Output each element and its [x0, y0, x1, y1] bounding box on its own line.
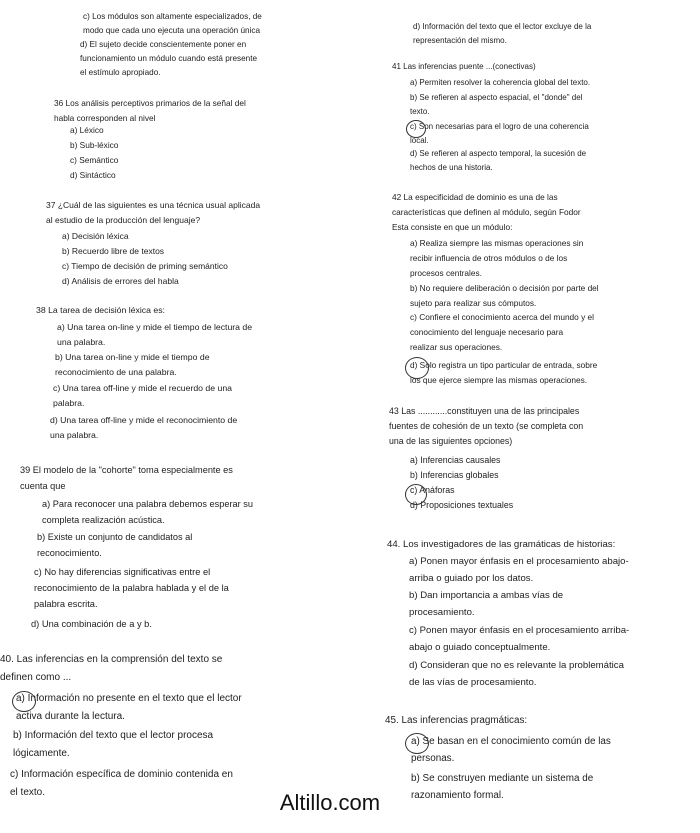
text-line: definen como ...	[0, 672, 72, 683]
text-line: d) Proposiciones textuales	[410, 500, 514, 510]
text-line: procesamiento.	[409, 607, 475, 618]
text-line: lógicamente.	[13, 748, 70, 759]
text-line: características que definen al módulo, según Fodor	[392, 207, 581, 217]
text-line: d) Una combinación de a y b.	[31, 619, 152, 629]
text-line: a) Para reconocer una palabra debemos esperar su	[42, 499, 253, 509]
text-line: a) Información no presente en el texto que el lector	[16, 693, 242, 704]
text-line: 42 La especificidad de dominio es una de las	[392, 192, 558, 202]
answer-circle-mark	[405, 484, 427, 505]
text-line: razonamiento formal.	[411, 790, 504, 801]
answer-circle-mark	[12, 691, 36, 712]
text-line: a) Léxico	[70, 125, 104, 135]
text-line: el texto.	[10, 787, 46, 798]
text-line: a) Realiza siempre las mismas operaciones sin	[410, 238, 584, 248]
text-line: c) Una tarea off-line y mide el recuerdo de una	[53, 383, 232, 393]
text-line: realizar sus operaciones.	[410, 342, 503, 352]
text-line: sujeto para realizar sus cómputos.	[410, 298, 537, 308]
text-line: local.	[410, 136, 429, 145]
text-line: c) Semántico	[70, 155, 119, 165]
text-line: palabra.	[53, 398, 85, 408]
text-line: d) Información del texto que el lector excluye de la	[413, 22, 592, 31]
text-line: d) Se refieren al aspecto temporal, la sucesión de	[410, 149, 587, 158]
text-line: d) Una tarea off-line y mide el reconocimiento de	[50, 415, 238, 425]
text-line: 37 ¿Cuál de las siguientes es una técnica usual aplicada	[46, 200, 261, 210]
text-line: funcionamiento un módulo cuando está presente	[80, 54, 258, 63]
text-line: Esta consiste en que un módulo:	[392, 222, 513, 232]
text-line: personas.	[411, 753, 455, 764]
text-line: c) Anáforas	[410, 485, 455, 495]
text-line: b) Una tarea on-line y mide el tiempo de	[55, 352, 210, 362]
text-line: reconocimiento de la palabra hablada y el de la	[34, 583, 229, 593]
text-line: al estudio de la producción del lenguaje?	[46, 215, 201, 225]
text-line: el estímulo apropiado.	[80, 68, 161, 77]
text-line: c) No hay diferencias significativas entre el	[34, 567, 211, 577]
text-line: una de las siguientes opciones)	[389, 436, 513, 446]
text-line: c) Confiere el conocimiento acerca del mundo y el	[410, 312, 595, 322]
text-line: reconocimiento de una palabra.	[55, 367, 177, 377]
text-line: una palabra.	[57, 337, 106, 347]
text-line: d) Sintáctico	[70, 170, 116, 180]
text-line: a) Ponen mayor énfasis en el procesamiento abajo-	[409, 556, 629, 567]
text-line: a) Una tarea on-line y mide el tiempo de lectura de	[57, 322, 253, 332]
text-line: b) Dan importancia a ambas vías de	[409, 590, 564, 601]
text-line: c) Los módulos son altamente especializados, de	[83, 12, 262, 21]
text-line: 44. Los investigadores de las gramáticas de historias:	[387, 539, 616, 550]
text-line: cuenta que	[20, 481, 66, 491]
text-line: 39 El modelo de la "cohorte" toma especialmente es	[20, 465, 233, 475]
text-line: modo que cada uno ejecuta una operación única	[83, 26, 261, 35]
text-line: palabra escrita.	[34, 599, 98, 609]
text-line: fuentes de cohesión de un texto (se completa con	[389, 421, 584, 431]
text-line: abajo o guiado conceptualmente.	[409, 642, 551, 653]
text-line: activa durante la lectura.	[16, 711, 125, 722]
text-line: d) Análisis de errores del habla	[62, 276, 179, 286]
text-line: de las vías de procesamiento.	[409, 677, 537, 688]
altillo-watermark[interactable]: Altillo.com	[279, 790, 381, 815]
text-line: habla corresponden al nivel	[54, 113, 156, 123]
answer-circle-mark	[406, 120, 426, 138]
text-line: 45. Las inferencias pragmáticas:	[385, 715, 528, 726]
text-line: 38 La tarea de decisión léxica es:	[36, 305, 165, 315]
text-line: 36 Los análisis perceptivos primarios de la señal del	[54, 98, 246, 108]
text-line: b) Sub-léxico	[70, 140, 119, 150]
text-line: a) Permiten resolver la coherencia global del texto.	[410, 78, 591, 87]
text-line: b) Existe un conjunto de candidatos al	[37, 532, 193, 542]
text-line: representación del mismo.	[413, 36, 507, 45]
text-line: 43 Las ............constituyen una de las principales	[389, 406, 580, 416]
text-line: c) Ponen mayor énfasis en el procesamiento arriba-	[409, 625, 630, 636]
text-line: conocimiento del lenguaje necesario para	[410, 327, 564, 337]
text-line: recibir influencia de otros módulos o de los	[410, 253, 568, 263]
text-line: d) El sujeto decide conscientemente poner en	[80, 40, 247, 49]
answer-circle-mark	[405, 357, 429, 379]
text-line: c) Información específica de dominio contenida en	[10, 769, 233, 780]
text-line: procesos centrales.	[410, 268, 482, 278]
text-line: b) Se refieren al aspecto espacial, el "donde" del	[410, 93, 583, 102]
text-line: c) Son necesarias para el logro de una coherencia	[410, 122, 589, 131]
text-line: c) Tiempo de decisión de priming semántico	[62, 261, 228, 271]
text-line: una palabra.	[50, 430, 99, 440]
text-line: b) Se construyen mediante un sistema de	[411, 773, 594, 784]
text-line: arriba o guiado por los datos.	[409, 573, 534, 584]
text-line: b) Información del texto que el lector procesa	[13, 730, 214, 741]
text-line: reconocimiento.	[37, 548, 102, 558]
text-line: b) Recuerdo libre de textos	[62, 246, 165, 256]
text-line: 40. Las inferencias en la comprensión del texto se	[0, 654, 223, 665]
answer-circle-mark	[405, 733, 429, 754]
text-line: b) No requiere deliberación o decisión por parte del	[410, 283, 599, 293]
text-line: b) Inferencias globales	[410, 470, 499, 480]
text-line: texto.	[410, 107, 430, 116]
text-line: a) Se basan en el conocimiento común de las	[411, 736, 611, 747]
text-line: a) Decisión léxica	[62, 231, 129, 241]
text-line: d) Consideran que no es relevante la problemática	[409, 660, 624, 671]
text-line: 41 Las inferencias puente ...(conectivas)	[392, 62, 536, 71]
text-line: completa realización acústica.	[42, 515, 165, 525]
text-line: d) Solo registra un tipo particular de entrada, sobre	[410, 360, 598, 370]
text-line: los que ejerce siempre las mismas operaciones.	[410, 375, 588, 385]
text-line: hechos de una historia.	[410, 163, 493, 172]
text-line: a) Inferencias causales	[410, 455, 501, 465]
